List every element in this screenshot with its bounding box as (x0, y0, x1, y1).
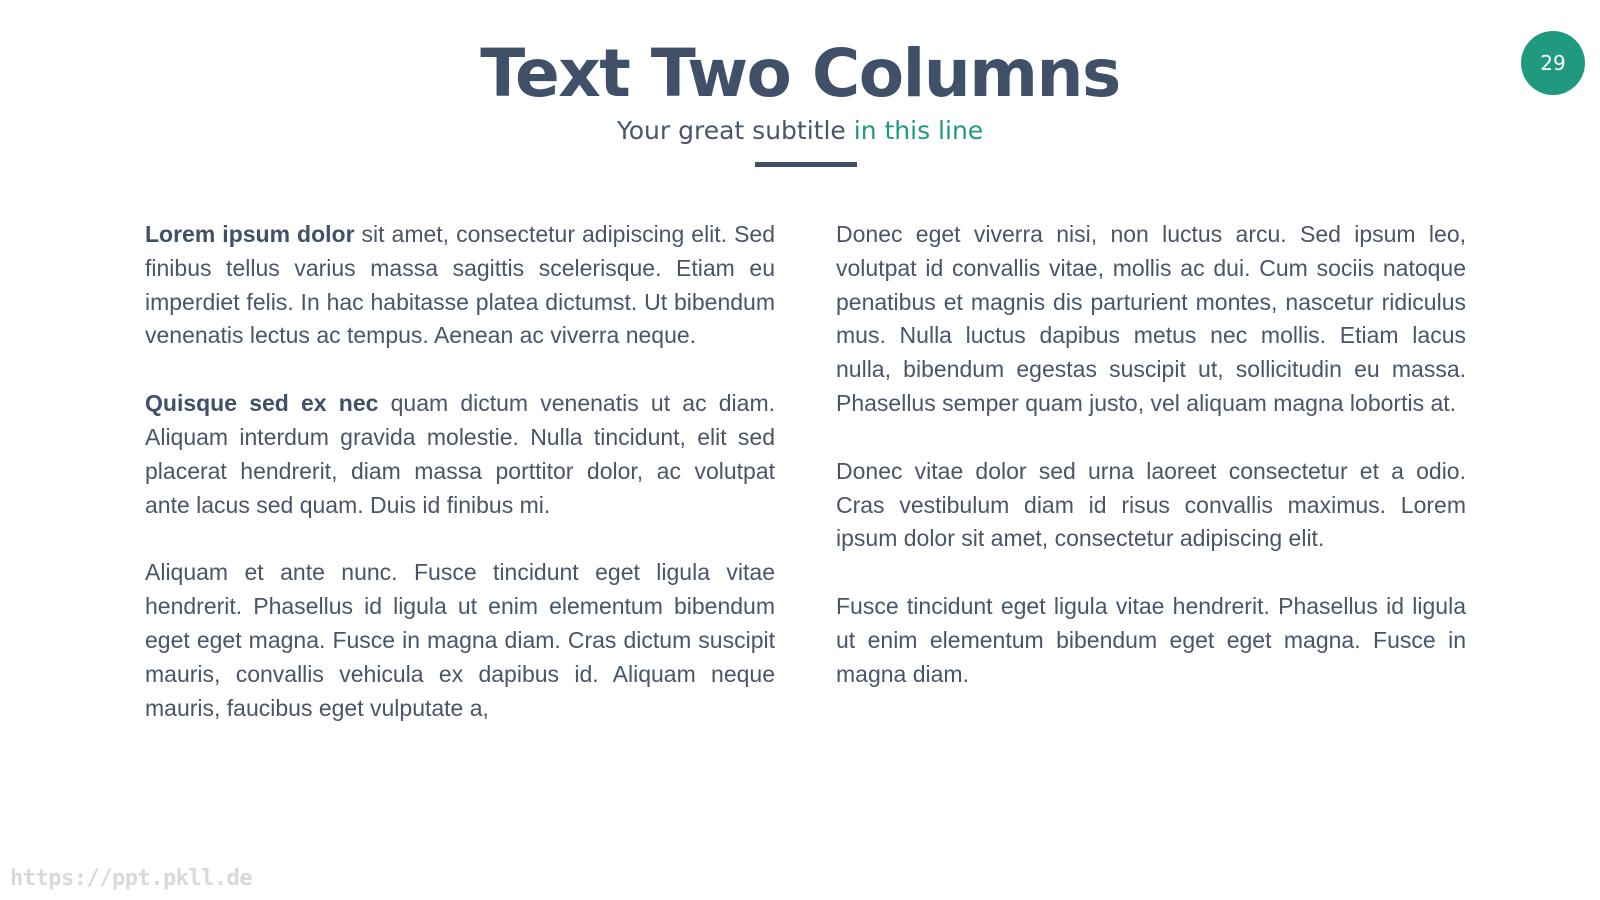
subtitle-main: Your great subtitle (616, 116, 846, 145)
left-paragraph-2-lead: Quisque sed ex nec (145, 390, 379, 417)
slide-subtitle (0, 114, 1600, 148)
watermark-url: https://ppt.pkll.de (10, 866, 253, 891)
right-paragraph-1: Donec eget viverra nisi, non luctus arcu. Sed ipsum leo, volutpat id convallis vitae, mollis ac dui. Cum sociis natoque penatibus et magnis dis parturient montes, nascetur ridiculus mus. Nulla luctus dapibus metus nec mollis. Etiam lacus nulla, bibendum egestas suscipit ut, sollicitudin eu massa. Phasellus semper quam justo, vel aliquam magna lobortis at. (836, 221, 1466, 416)
title-underline (755, 162, 857, 167)
left-paragraph-2 (145, 387, 775, 522)
left-paragraph-1 (145, 218, 775, 353)
left-paragraph-2-body: quam dictum venenatis ut ac diam. Aliquam interdum gravida molestie. Nulla tincidunt, elit sed placerat hendrerit, diam massa porttitor dolor, ac volutpat ante lacus sed quam. Duis id finibus mi. (145, 390, 775, 518)
right-text-column (836, 218, 1466, 726)
left-paragraph-1-body: sit amet, consectetur adipiscing elit. Sed finibus tellus varius massa sagittis scelerisque. Etiam eu imperdiet felis. In hac habitasse platea dictumst. Ut bibendum venenatis lectus ac tempus. Aenean ac viverra neque. (145, 221, 775, 349)
left-text-column (145, 218, 775, 759)
right-paragraph-2: Donec vitae dolor sed urna laoreet consectetur et a odio. Cras vestibulum diam id risus convallis maximus. Lorem ipsum dolor sit amet, consectetur adipiscing elit. (836, 457, 1466, 552)
subtitle-accent: in this line (853, 116, 984, 145)
right-paragraph-3: Fusce tincidunt eget ligula vitae hendrerit. Phasellus id ligula ut enim elementum bibendum eget eget magna. Fusce in magna diam. (836, 593, 1466, 687)
left-paragraph-3: Aliquam et ante nunc. Fusce tincidunt eget ligula vitae hendrerit. Phasellus id ligula ut enim elementum bibendum eget eget magna. Fusce in magna diam. Cras dictum suscipit mauris, convallis vehicula ex dapibus id. Aliquam neque mauris, faucibus eget vulputate a, (145, 559, 775, 721)
page-number-badge: 29 (1521, 31, 1585, 95)
slide-title: Text Two Columns (480, 35, 1120, 112)
left-paragraph-1-lead: Lorem ipsum dolor (145, 221, 355, 247)
